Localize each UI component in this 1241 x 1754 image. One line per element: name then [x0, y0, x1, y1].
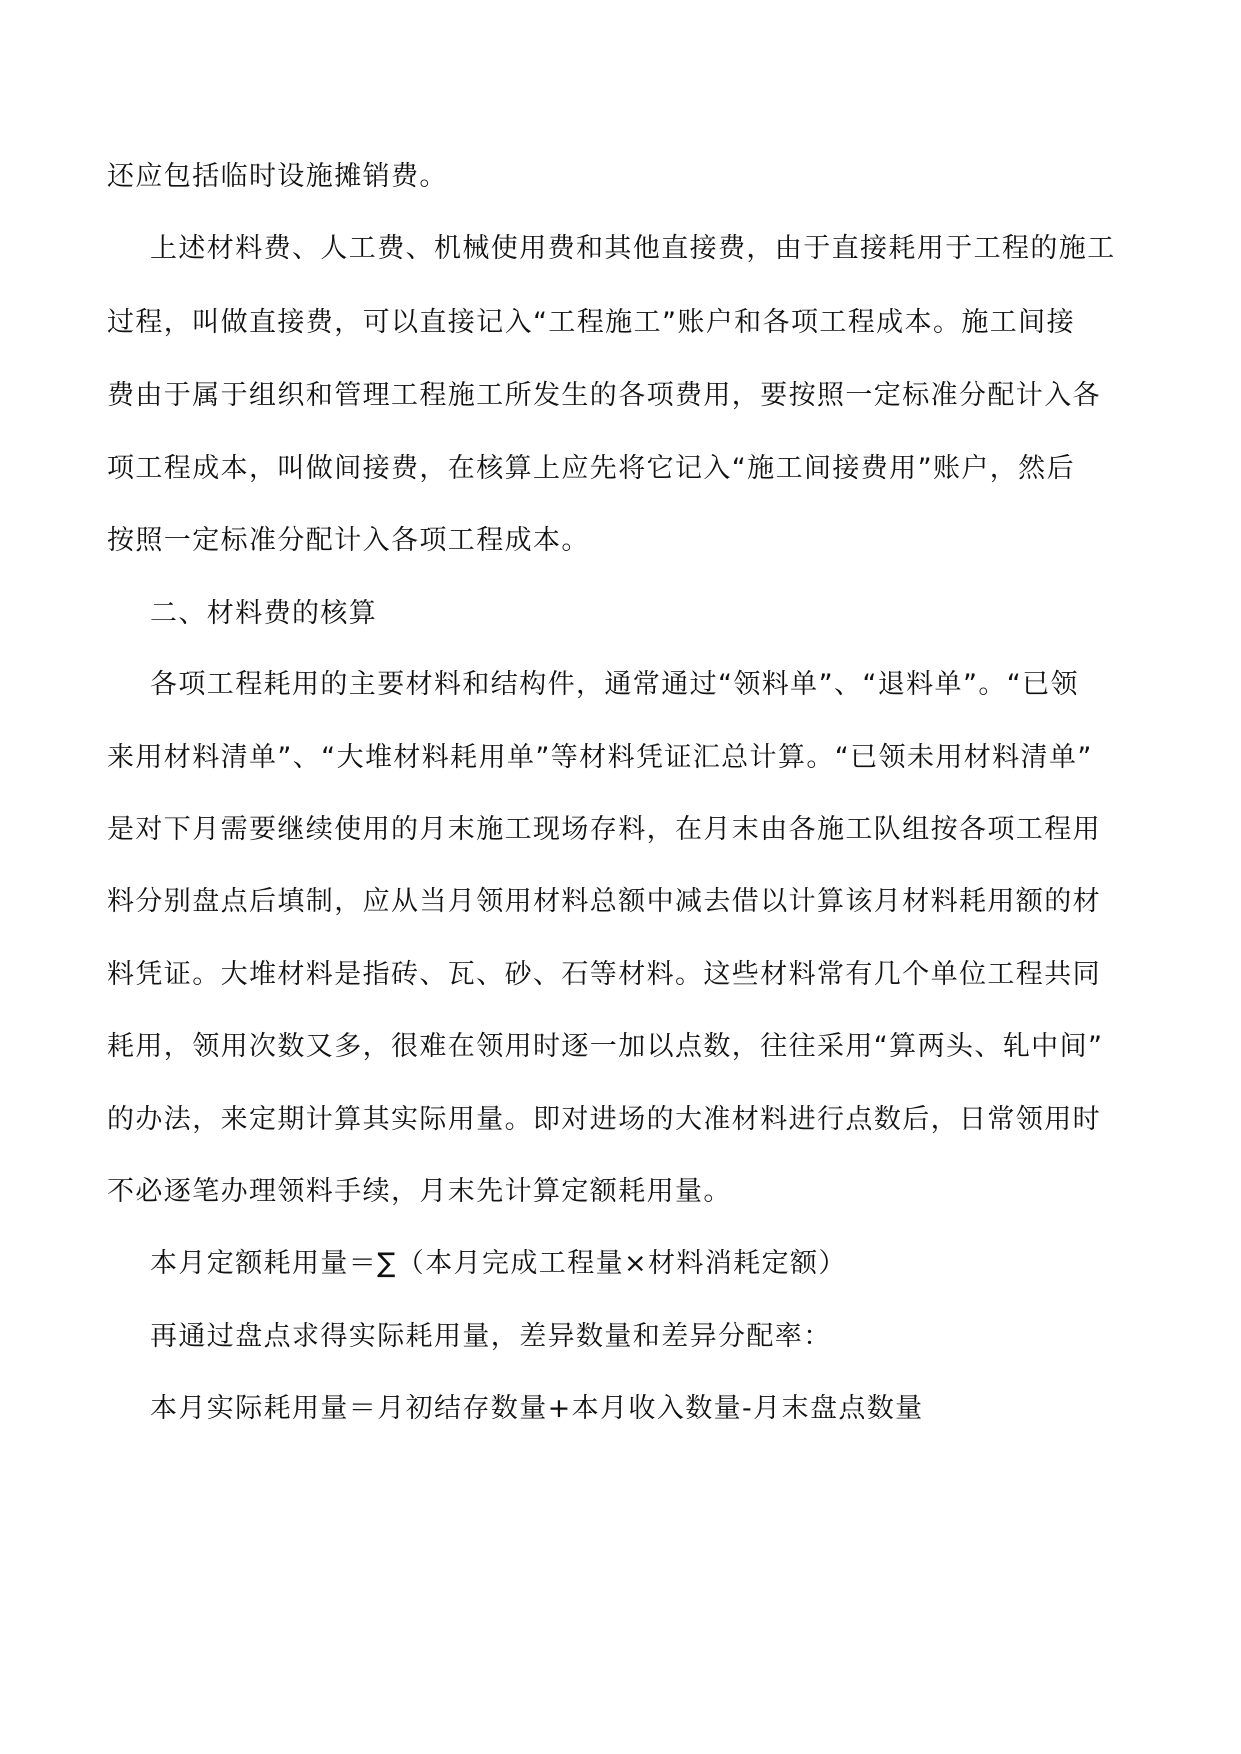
text-line: 耗用，领用次数又多，很难在领用时逐一加以点数，往往采用“算两头、轧中间” [107, 1031, 1104, 1062]
formula-line: 本月定额耗用量＝∑（本月完成工程量×材料消耗定额） [150, 1248, 847, 1279]
text-line: 的办法，来定期计算其实际用量。即对进场的大准材料进行点数后，日常领用时 [107, 1104, 1101, 1135]
text-line: 费由于属于组织和管理工程施工所发生的各项费用，要按照一定标准分配计入各 [107, 380, 1101, 411]
text-line: 过程，叫做直接费，可以直接记入“工程施工”账户和各项工程成本。施工间接 [107, 307, 1075, 338]
text-line: 来用材料清单”、“大堆材料耗用单”等材料凭证汇总计算。“已领未用材料清单” [107, 742, 1093, 773]
text-line: 按照一定标准分配计入各项工程成本。 [107, 525, 590, 556]
paragraph-line: 上述材料费、人工费、机械使用费和其他直接费，由于直接耗用于工程的施工 [150, 233, 1116, 264]
text-line: 项工程成本，叫做间接费，在核算上应先将它记入“施工间接费用”账户，然后 [107, 453, 1075, 484]
text-line: 还应包括临时设施摊销费。 [107, 161, 448, 192]
paragraph-line: 各项工程耗用的主要材料和结构件，通常通过“领料单”、“退料单”。“已领 [150, 669, 1079, 700]
text-line: 是对下月需要继续使用的月末施工现场存料，在月末由各施工队组按各项工程用 [107, 814, 1101, 845]
text-line: 料分别盘点后填制，应从当月领用材料总额中减去借以计算该月材料耗用额的材 [107, 886, 1101, 917]
section-heading: 二、材料费的核算 [150, 598, 378, 629]
formula-line: 本月实际耗用量＝月初结存数量+本月收入数量-月末盘点数量 [150, 1393, 924, 1424]
paragraph-line: 再通过盘点求得实际耗用量，差异数量和差异分配率： [150, 1321, 832, 1352]
text-line: 不必逐笔办理领料手续，月末先计算定额耗用量。 [107, 1176, 732, 1207]
text-line: 料凭证。大堆材料是指砖、瓦、砂、石等材料。这些材料常有几个单位工程共同 [107, 959, 1101, 990]
